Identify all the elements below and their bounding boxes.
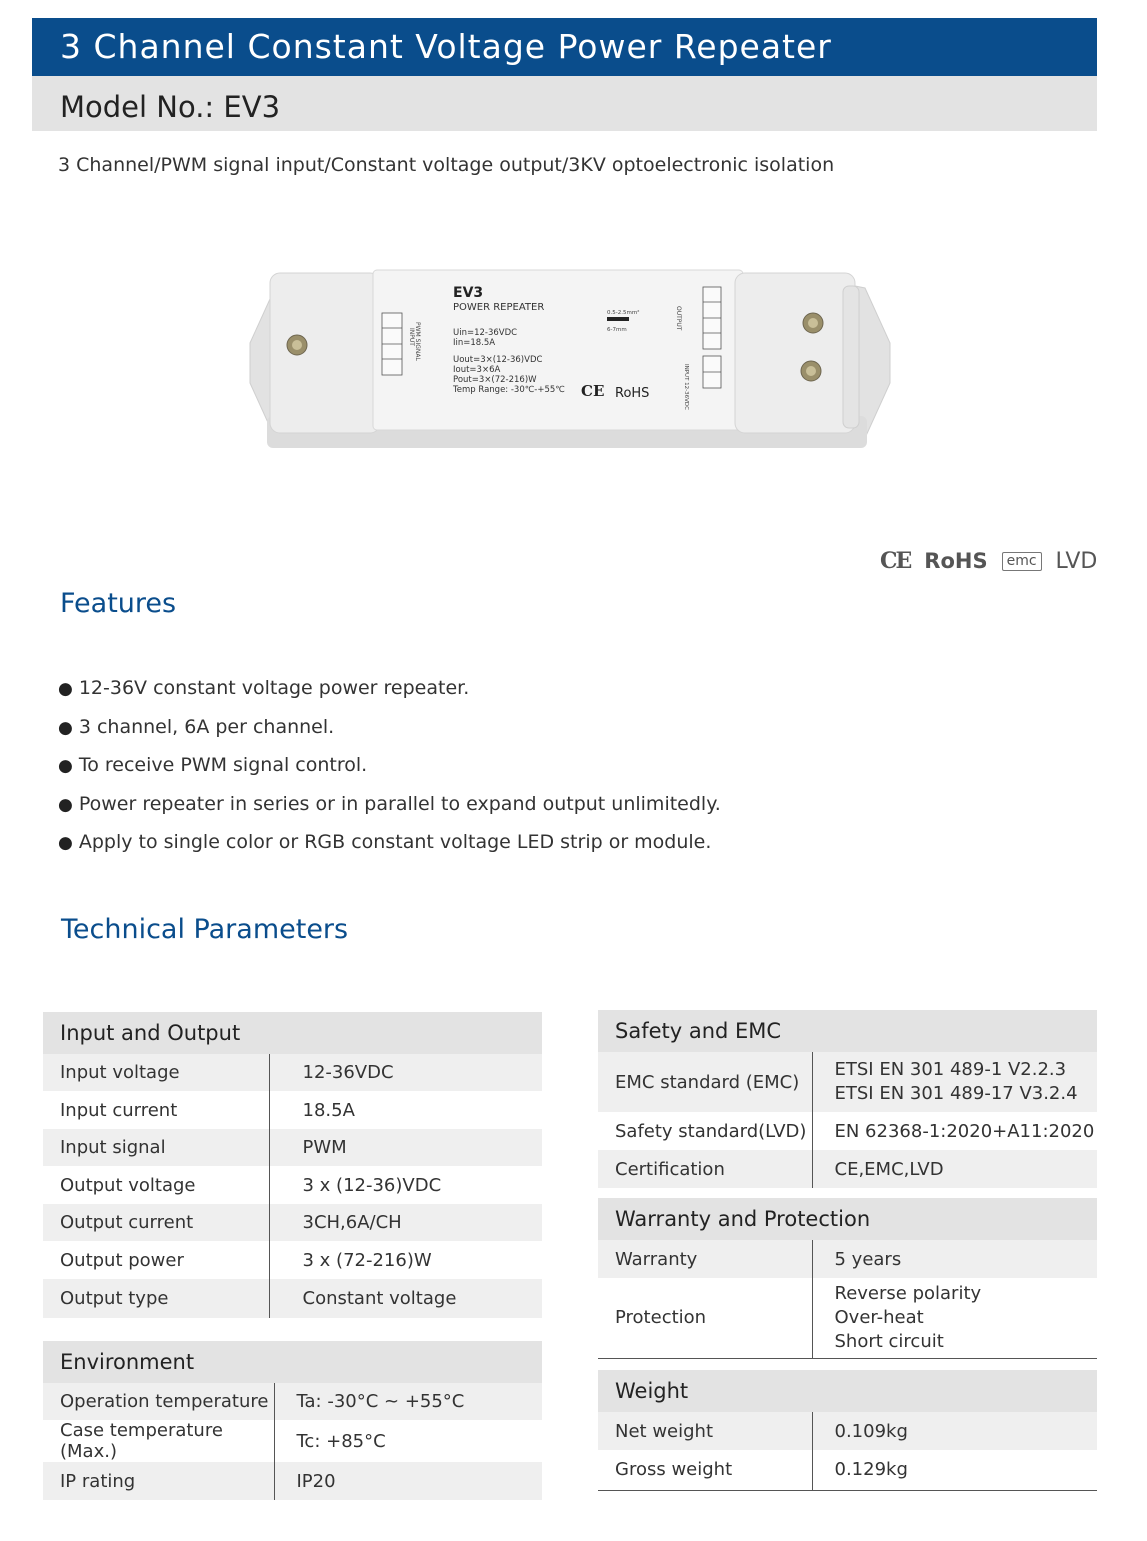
table-row: Gross weight 0.129kg (598, 1450, 1097, 1490)
safety-emc-table (598, 1010, 1097, 1188)
label-rohs: RoHS (615, 386, 650, 401)
table-row: Net weight 0.109kg (598, 1412, 1097, 1450)
label-wire2: 6-7mm (607, 327, 627, 333)
certification-marks (880, 548, 1097, 574)
table-row: Certification CE,EMC,LVD (598, 1150, 1097, 1188)
label-iout: Iout=3×6A (453, 365, 501, 375)
table-row: Warranty 5 years (598, 1240, 1097, 1278)
feature-item: ● Power repeater in series or in parallel to expand output unlimitedly. (58, 792, 721, 815)
screw-icon (287, 335, 307, 355)
table-row: Operation temperature Ta: -30°C ~ +55°C (43, 1383, 542, 1420)
table-row: Case temperature (Max.) Tc: +85°C (43, 1420, 542, 1462)
feature-item: ● 12-36V constant voltage power repeater. (58, 677, 470, 699)
feature-item: ● To receive PWM signal control. (58, 754, 368, 776)
table-title: Weight (598, 1370, 1097, 1412)
label-input-volt: INPUT 12-36VDC (683, 364, 689, 411)
table-row: Protection Reverse polarity Over-heat Short circuit (598, 1278, 1097, 1358)
emc-mark: emc (1002, 552, 1042, 571)
screw-icon (803, 313, 823, 333)
label-output: OUTPUT (675, 306, 682, 331)
features-list (58, 675, 721, 868)
table-row: Input current 18.5A (43, 1091, 542, 1129)
label-pwm: PWM SIGNAL (414, 322, 421, 361)
label-uin: Uin=12-36VDC (453, 328, 518, 338)
table-row: EMC standard (EMC) ETSI EN 301 489-1 V2.2.3 ETSI EN 301 489-17 V3.2.4 (598, 1052, 1097, 1112)
tech-heading: Technical Parameters (61, 914, 349, 945)
label-temp: Temp Range: -30℃-+55℃ (453, 385, 565, 395)
screw-icon (801, 361, 821, 381)
model-number: Model No.: EV3 (32, 76, 1097, 131)
table-title: Safety and EMC (598, 1010, 1097, 1052)
label-uout: Uout=3×(12-36)VDC (453, 355, 543, 365)
weight-table (598, 1370, 1097, 1491)
table-row: Output power 3 x (72-216)W (43, 1241, 542, 1279)
features-heading: Features (60, 588, 177, 619)
table-row: Output voltage 3 x (12-36)VDC (43, 1166, 542, 1204)
label-name: EV3 (453, 285, 484, 301)
label-type: POWER REPEATER (453, 302, 545, 313)
ce-mark: CE (880, 548, 911, 574)
table-row: Output type Constant voltage (43, 1279, 542, 1318)
product-subtitle: 3 Channel/PWM signal input/Constant voltage output/3KV optoelectronic isolation (58, 154, 835, 176)
input-output-table (43, 1012, 542, 1318)
table-row: Input signal PWM (43, 1129, 542, 1166)
rohs-mark: RoHS (924, 549, 988, 573)
feature-item: ● 3 channel, 6A per channel. (58, 715, 335, 738)
label-input: INPUT (408, 328, 415, 346)
lvd-mark: LVD (1055, 548, 1098, 574)
label-wire1: 0.5-2.5mm² (607, 310, 640, 316)
table-row: Output current 3CH,6A/CH (43, 1204, 542, 1241)
table-row: Input voltage 12-36VDC (43, 1054, 542, 1091)
feature-item: ● Apply to single color or RGB constant voltage LED strip or module. (58, 831, 712, 853)
label-ce: CE (581, 382, 605, 400)
label-iin: Iin=18.5A (453, 338, 496, 348)
table-title: Input and Output (43, 1012, 542, 1054)
table-row: Safety standard(LVD) EN 62368-1:2020+A11:2020 (598, 1112, 1097, 1150)
table-title: Environment (43, 1341, 542, 1383)
label-pout: Pout=3×(72-216)W (453, 375, 537, 385)
page-title: 3 Channel Constant Voltage Power Repeater (32, 18, 1097, 76)
product-image (245, 268, 895, 458)
environment-table (43, 1341, 542, 1500)
warranty-table (598, 1198, 1097, 1359)
table-row: IP rating IP20 (43, 1462, 542, 1500)
table-title: Warranty and Protection (598, 1198, 1097, 1240)
